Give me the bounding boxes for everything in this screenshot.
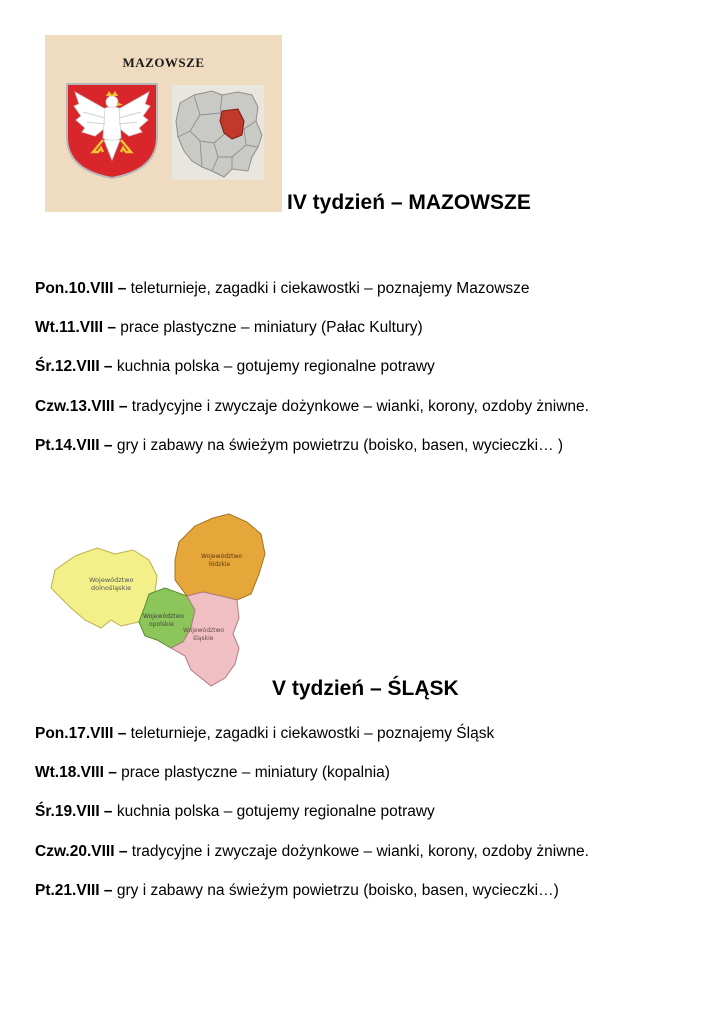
svg-text:łódzkie: łódzkie	[209, 561, 231, 568]
week4-day-3	[35, 358, 435, 376]
svg-text:śląskie: śląskie	[193, 635, 214, 642]
day-activity: teleturnieje, zagadki i ciekawostki – poznajemy Mazowsze	[126, 280, 530, 297]
day-activity: kuchnia polska – gotujemy regionalne potrawy	[112, 358, 435, 375]
day-activity: gry i zabawy na świeżym powietrzu (boisko, basen, wycieczki…)	[112, 882, 559, 899]
day-label: Czw.13.VIII –	[35, 398, 128, 415]
week4-day-2	[35, 319, 423, 337]
day-label: Śr.19.VIII –	[35, 803, 113, 820]
week4-day-5	[35, 437, 563, 455]
day-label: Pt.21.VIII –	[35, 882, 113, 899]
day-activity: prace plastyczne – miniatury (kopalnia)	[116, 764, 390, 781]
day-activity: tradycyjne i zwyczaje dożynkowe – wianki, korony, ozdoby żniwne.	[127, 398, 589, 415]
day-label: Pon.10.VIII –	[35, 280, 127, 297]
day-label: Wt.18.VIII –	[35, 764, 117, 781]
week5-day-5	[35, 882, 559, 900]
day-activity: prace plastyczne – miniatury (Pałac Kultury)	[115, 319, 423, 336]
week4-heading: IV tydzień – MAZOWSZE	[287, 191, 531, 214]
week5-heading: V tydzień – ŚLĄSK	[272, 677, 459, 700]
day-label: Pon.17.VIII –	[35, 725, 127, 742]
week5-day-1	[35, 725, 494, 743]
day-activity: teleturnieje, zagadki i ciekawostki – poznajemy Śląsk	[126, 725, 495, 742]
mazowsze-card	[45, 35, 282, 212]
week5-day-4	[35, 843, 589, 861]
region-label-dolnoslaskie: Województwo	[89, 576, 134, 584]
day-label: Czw.20.VIII –	[35, 843, 128, 860]
poland-map-mazowsze-icon	[172, 85, 264, 180]
region-label-opolskie: Województwo	[143, 613, 185, 620]
day-activity: tradycyjne i zwyczaje dożynkowe – wianki, korony, ozdoby żniwne.	[127, 843, 589, 860]
day-label: Wt.11.VIII –	[35, 319, 116, 336]
svg-text:dolnośląskie: dolnośląskie	[91, 584, 132, 592]
week4-day-4	[35, 398, 589, 416]
day-label: Pt.14.VIII –	[35, 437, 113, 454]
silesia-region-map	[45, 510, 273, 695]
day-activity: gry i zabawy na świeżym powietrzu (boisko, basen, wycieczki… )	[112, 437, 564, 454]
white-eagle-shield-icon	[65, 82, 159, 180]
day-label: Śr.12.VIII –	[35, 358, 113, 375]
region-label-slaskie: Województwo	[183, 627, 225, 634]
region-label-lodzkie: Województwo	[201, 553, 243, 560]
svg-text:opolskie: opolskie	[149, 621, 174, 628]
week4-day-1	[35, 280, 530, 298]
card-title: MAZOWSZE	[122, 55, 205, 70]
week5-day-3	[35, 803, 435, 821]
week5-day-2	[35, 764, 390, 782]
day-activity: kuchnia polska – gotujemy regionalne potrawy	[112, 803, 435, 820]
